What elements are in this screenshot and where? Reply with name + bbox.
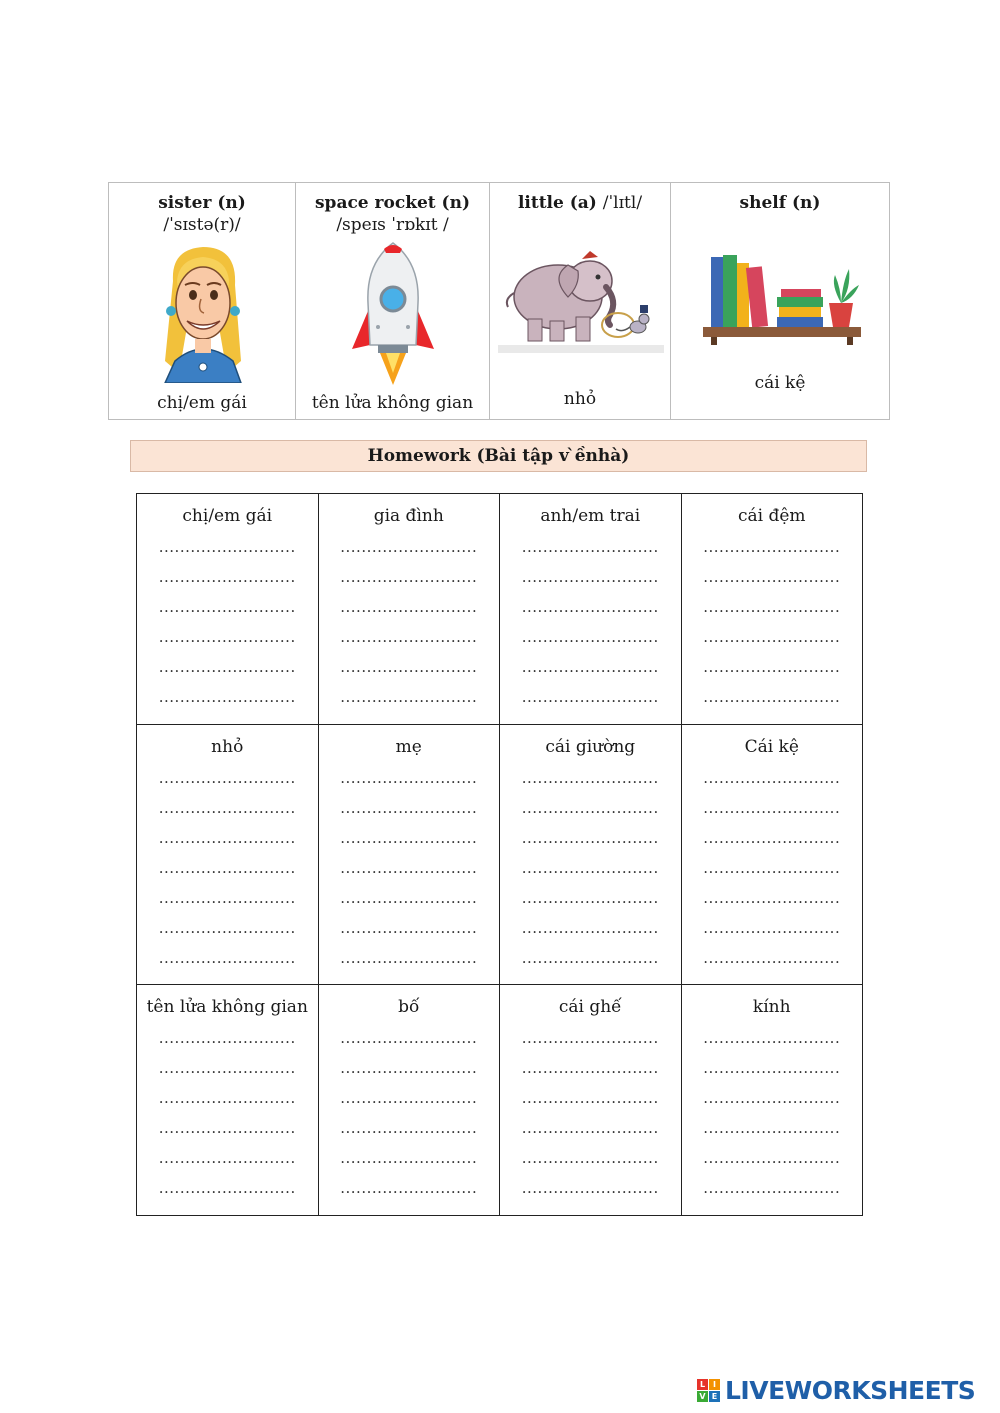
writing-line[interactable]: .......................... <box>340 889 478 907</box>
homework-cell <box>682 985 863 1215</box>
elephant-and-mouse-icon <box>498 241 664 353</box>
writing-line[interactable]: .......................... <box>340 769 478 787</box>
writing-line[interactable]: .......................... <box>158 799 296 817</box>
homework-word: anh/em trai <box>540 506 641 526</box>
writing-line[interactable]: .......................... <box>158 859 296 877</box>
bookshelf-icon <box>701 255 863 347</box>
writing-lines[interactable] <box>137 1023 318 1203</box>
writing-line[interactable]: .......................... <box>521 769 659 787</box>
homework-word: cái giường <box>545 737 636 757</box>
writing-lines[interactable] <box>319 763 500 973</box>
writing-lines[interactable] <box>500 1023 681 1203</box>
writing-line[interactable]: .......................... <box>703 1089 841 1107</box>
writing-line[interactable]: .......................... <box>340 1119 478 1137</box>
homework-cell <box>682 725 863 984</box>
vocab-card-space-rocket <box>296 183 490 419</box>
writing-line[interactable]: .......................... <box>521 688 659 706</box>
vocab-ipa: /ˈlɪtl/ <box>602 193 643 213</box>
homework-word: chị/em gái <box>182 506 273 526</box>
writing-line[interactable]: .......................... <box>521 949 659 967</box>
writing-line[interactable]: .......................... <box>158 628 296 646</box>
writing-line[interactable]: .......................... <box>521 1179 659 1197</box>
writing-line[interactable]: .......................... <box>158 1089 296 1107</box>
writing-line[interactable]: .......................... <box>703 829 841 847</box>
writing-line[interactable]: .......................... <box>340 568 478 586</box>
homework-word: cái đệm <box>737 506 806 526</box>
vocab-meaning: tên lửa không gian <box>311 393 474 413</box>
vocab-word: sister (n) <box>158 193 246 213</box>
writing-line[interactable]: .......................... <box>340 538 478 556</box>
writing-line[interactable]: .......................... <box>703 658 841 676</box>
homework-cell <box>500 985 682 1215</box>
homework-row <box>137 725 862 985</box>
writing-line[interactable]: .......................... <box>703 1029 841 1047</box>
homework-cell <box>137 725 319 984</box>
homework-row <box>137 985 862 1215</box>
writing-line[interactable]: .......................... <box>521 628 659 646</box>
writing-line[interactable]: .......................... <box>340 829 478 847</box>
writing-line[interactable]: .......................... <box>158 568 296 586</box>
vocab-word: space rocket (n) <box>314 193 471 213</box>
homework-word: bố <box>398 997 420 1017</box>
homework-cell <box>500 725 682 984</box>
writing-line[interactable]: .......................... <box>158 829 296 847</box>
writing-line[interactable]: .......................... <box>703 568 841 586</box>
girl-portrait-icon <box>157 241 249 383</box>
writing-line[interactable]: .......................... <box>340 859 478 877</box>
writing-line[interactable]: .......................... <box>703 769 841 787</box>
writing-line[interactable]: .......................... <box>340 1179 478 1197</box>
logo-mark-letter: L <box>697 1379 708 1390</box>
writing-line[interactable]: .......................... <box>521 1119 659 1137</box>
writing-line[interactable]: .......................... <box>521 538 659 556</box>
vocab-meaning: cái kệ <box>754 373 806 393</box>
liveworksheets-logo <box>697 1376 975 1405</box>
logo-mark-letter: E <box>709 1391 720 1402</box>
writing-lines[interactable] <box>500 763 681 973</box>
writing-lines[interactable] <box>682 763 863 973</box>
writing-line[interactable]: .......................... <box>340 1149 478 1167</box>
homework-cell <box>682 494 863 724</box>
writing-line[interactable]: .......................... <box>521 598 659 616</box>
writing-lines[interactable] <box>319 1023 500 1203</box>
vocab-card-shelf <box>671 183 889 419</box>
liveworksheets-mark-icon <box>697 1379 721 1403</box>
writing-line[interactable]: .......................... <box>158 598 296 616</box>
writing-line[interactable]: .......................... <box>158 1179 296 1197</box>
writing-line[interactable]: .......................... <box>703 1149 841 1167</box>
homework-cell <box>319 494 501 724</box>
writing-line[interactable]: .......................... <box>158 889 296 907</box>
rocket-icon <box>348 241 438 385</box>
homework-word: cái ghế <box>558 997 622 1017</box>
writing-line[interactable]: .......................... <box>340 598 478 616</box>
writing-lines[interactable] <box>500 532 681 712</box>
writing-line[interactable]: .......................... <box>521 658 659 676</box>
writing-line[interactable]: .......................... <box>703 889 841 907</box>
homework-word: kính <box>752 997 791 1017</box>
homework-title: Homework (Bài tập v ̀ềnhà) <box>130 440 867 472</box>
homework-cell <box>137 494 319 724</box>
writing-lines[interactable] <box>137 763 318 973</box>
writing-line[interactable]: .......................... <box>158 1119 296 1137</box>
writing-line[interactable]: .......................... <box>703 919 841 937</box>
writing-line[interactable]: .......................... <box>703 688 841 706</box>
vocabulary-table <box>108 182 890 420</box>
writing-line[interactable]: .......................... <box>158 658 296 676</box>
writing-line[interactable]: .......................... <box>340 799 478 817</box>
writing-line[interactable]: .......................... <box>158 1149 296 1167</box>
vocab-card-little <box>490 183 671 419</box>
writing-line[interactable]: .......................... <box>703 1179 841 1197</box>
homework-word: mẹ <box>395 737 422 757</box>
writing-line[interactable]: .......................... <box>158 769 296 787</box>
writing-lines[interactable] <box>137 532 318 712</box>
logo-text: LIVEWORKSHEETS <box>725 1376 976 1405</box>
writing-lines[interactable] <box>682 532 863 712</box>
writing-line[interactable]: .......................... <box>703 598 841 616</box>
writing-line[interactable]: .......................... <box>703 538 841 556</box>
homework-cell <box>137 985 319 1215</box>
writing-line[interactable]: .......................... <box>521 919 659 937</box>
vocab-ipa: /ˈsɪstə(r)/ <box>163 215 241 235</box>
writing-line[interactable]: .......................... <box>703 628 841 646</box>
writing-line[interactable]: .......................... <box>521 889 659 907</box>
homework-cell <box>319 725 501 984</box>
homework-word: Cái kệ <box>744 737 799 757</box>
vocab-card-sister <box>109 183 296 419</box>
writing-line[interactable]: .......................... <box>521 859 659 877</box>
vocab-ipa: /speɪs ˈrɒkɪt / <box>336 215 449 235</box>
writing-line[interactable]: .......................... <box>340 949 478 967</box>
writing-line[interactable]: .......................... <box>340 688 478 706</box>
writing-lines[interactable] <box>319 532 500 712</box>
vocab-word-text: little (a) <box>517 193 597 213</box>
writing-line[interactable]: .......................... <box>340 919 478 937</box>
writing-line[interactable]: .......................... <box>158 538 296 556</box>
writing-line[interactable]: .......................... <box>340 628 478 646</box>
writing-lines[interactable] <box>682 1023 863 1203</box>
writing-line[interactable]: .......................... <box>521 1059 659 1077</box>
writing-line[interactable]: .......................... <box>703 799 841 817</box>
homework-word: gia đình <box>373 506 444 526</box>
writing-line[interactable]: .......................... <box>703 1119 841 1137</box>
writing-line[interactable]: .......................... <box>521 799 659 817</box>
homework-word: nhỏ <box>211 737 244 757</box>
writing-line[interactable]: .......................... <box>340 1029 478 1047</box>
writing-line[interactable]: .......................... <box>521 568 659 586</box>
homework-cell <box>319 985 501 1215</box>
writing-line[interactable]: .......................... <box>340 1059 478 1077</box>
writing-line[interactable]: .......................... <box>158 688 296 706</box>
writing-line[interactable]: .......................... <box>158 1029 296 1047</box>
writing-line[interactable]: .......................... <box>158 1059 296 1077</box>
vocab-word: shelf (n) <box>739 193 821 213</box>
writing-line[interactable]: .......................... <box>521 1149 659 1167</box>
vocab-meaning: chị/em gái <box>157 393 247 413</box>
homework-grid <box>136 493 863 1216</box>
logo-mark-letter: I <box>709 1379 720 1390</box>
logo-mark-letter: V <box>697 1391 708 1402</box>
writing-line[interactable]: .......................... <box>340 658 478 676</box>
vocab-meaning: nhỏ <box>563 389 597 409</box>
vocab-word <box>490 193 670 213</box>
homework-row <box>137 494 862 725</box>
writing-line[interactable]: .......................... <box>703 1059 841 1077</box>
homework-word: tên lửa không gian <box>146 997 308 1017</box>
writing-line[interactable]: .......................... <box>521 1029 659 1047</box>
writing-line[interactable]: .......................... <box>703 949 841 967</box>
homework-cell <box>500 494 682 724</box>
writing-line[interactable]: .......................... <box>521 829 659 847</box>
writing-line[interactable]: .......................... <box>521 1089 659 1107</box>
writing-line[interactable]: .......................... <box>158 919 296 937</box>
writing-line[interactable]: .......................... <box>158 949 296 967</box>
writing-line[interactable]: .......................... <box>340 1089 478 1107</box>
writing-line[interactable]: .......................... <box>703 859 841 877</box>
